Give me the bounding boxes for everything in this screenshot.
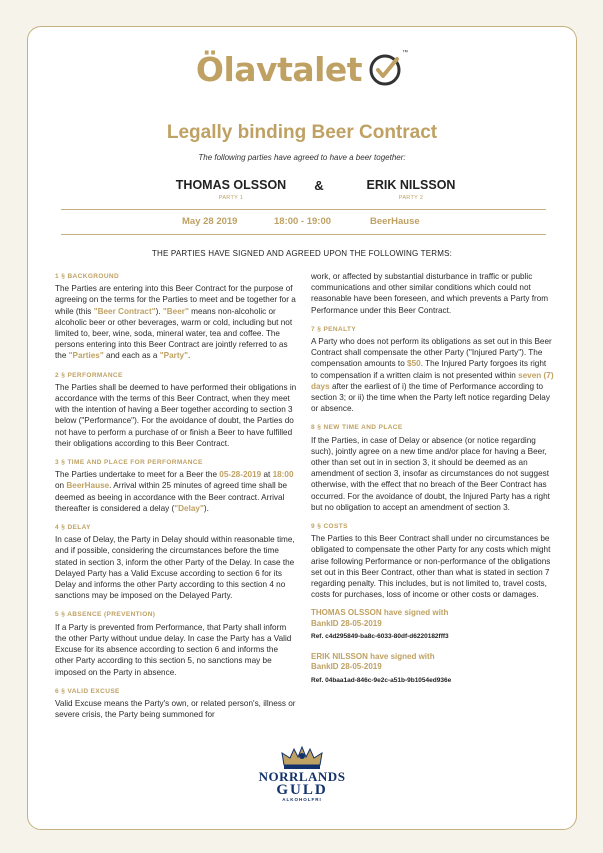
text-run: ). [155,306,163,316]
contract-time: 18:00 [272,470,294,480]
text-run: and each as a [103,351,160,361]
brand-name: NORRLANDS [258,769,346,784]
section-new-time-and-place [311,422,554,513]
section-text: In case of Delay, the Party in Delay should within reasonable time, and if possible, considering the circumstances before the time stated in section 3, inform the other Party of the Delay. In case the Delayed Party has a Valid Excuse according to section 6 for its Delay and informs the other Party according to this section 4 no sanctions may be imposed on the Delayed Party. [55,535,295,601]
signature-bankid: BankID 28-05-2019 [311,618,382,628]
party-2-role: PARTY 2 [398,195,424,201]
section-heading: 7 § PENALTY [311,325,357,333]
party-1-role: PARTY 1 [218,195,244,201]
term-beer-contract: "Beer Contract" [93,306,156,316]
claim-period: seven (7) days [311,370,554,391]
text-run: . The Injured Party forgoes its right to compensation if a written claim is not presented within [311,359,547,380]
ampersand: & [314,178,324,193]
signature-ref: Ref. 04baa1ad-846c-9e2c-a51b-9b1054ed936e [311,676,452,684]
trademark-symbol: ™ [402,50,409,56]
terms-column-left [55,271,298,728]
section-text: work, or affected by substantial disturbance in traffic or public communications and other similar conditions which could not reasonable have been foreseen, and which prevents a Party from Performance under this Beer Contract. [311,272,549,315]
brand-tagline: ALKOHOLFRI [282,797,322,802]
section-heading: 5 § ABSENCE (PREVENTION) [55,611,156,619]
term-party: "Party" [159,351,188,361]
contract-place: BeerHause [66,481,110,491]
meeting-time: 18:00 - 19:00 [274,216,332,227]
signature-line: ERIK NILSSON have signed with [311,651,435,661]
signature-ref: Ref. c4d295849-ba8c-6033-80df-d6220182fff3 [311,633,449,641]
logo-wordmark: Ölavtalet [195,50,363,89]
contract-card [27,26,577,830]
section-heading: 9 § COSTS [311,523,348,531]
text-run: at [261,470,273,480]
term-parties: "Parties" [68,351,104,361]
agreement-statement: THE PARTIES HAVE SIGNED AND AGREED UPON THE FOLLOWING TERMS: [151,249,453,258]
divider-top [61,209,546,210]
section-text [55,283,298,361]
section-valid-excuse-continued [311,271,554,316]
section-text: The Parties shall be deemed to have performed their obligations in accordance with the terms of this Beer Contract, when they meet with the intention of having a Beer together according to section 3 below ("Performance"). For the avoidance of doubt, the Parties do not have to perform a purchase of or finish a Beer to have fulfilled their obligations according to this Beer Contract. [55,382,297,448]
section-penalty [311,324,554,415]
section-valid-excuse [55,686,298,721]
party-1 [171,178,291,201]
section-absence [55,609,298,677]
page-title: Legally binding Beer Contract [166,122,438,143]
text-run: The Parties are entering into this Beer Contract for the purpose of agreeing on the terms for the Parties to meet and be together for a while (this [55,284,296,316]
text-run: ). [203,503,209,513]
signature-line: THOMAS OLSSON have signed with [311,608,449,618]
penalty-amount: $50 [407,359,421,369]
contract-date: 05-28-2019 [219,470,262,480]
section-heading: 4 § DELAY [55,524,91,532]
meeting-date: May 28 2019 [182,216,238,227]
terms-column-right [311,271,554,695]
section-time-and-place [55,457,298,514]
page-subtitle: The following parties have agreed to have a beer together: [198,153,406,162]
section-heading: 8 § NEW TIME AND PLACE [311,424,403,432]
meeting-place: BeerHause [370,216,420,227]
section-heading: 3 § TIME AND PLACE FOR PERFORMANCE [55,459,203,467]
party-2-name: ERIK NILSSON [366,178,456,192]
text-run: after the earliest of i) the time of Performance according to section 3; or ii) the time when the Party left notice regarding Delay or absence. [311,381,550,414]
section-delay [55,522,298,601]
signature-bankid: BankID 28-05-2019 [311,662,382,672]
party-2 [351,178,471,201]
section-costs [311,521,554,600]
divider-bottom [61,234,546,235]
term-beer: "Beer" [162,306,189,316]
brand-sub: GULD [276,782,328,798]
term-delay: "Delay" [174,503,204,513]
signature-block [311,608,554,685]
section-heading: 2 § PERFORMANCE [55,371,123,379]
text-run: . [188,351,191,361]
section-text: If the Parties, in case of Delay or absence (or notice regarding such), jointly agree on a new time and/or place for having a Beer, other than set out in in section 3, it should be deemed as an amendment of section 3, insofar as circumstances do not suggest otherwise, with the effect that no breach of the Beer Contract has occurred. For the avoidance of doubt, the Injured Party has a right but no obligation to accept an amendment of section 3. [311,435,550,512]
section-text: The Parties to this Beer Contract shall under no circumstances be obligated to compensate the other Party for any costs which might arise following Performance or non-performance of the obligations set out in this Beer Contract, other than what is stated in section 7 regarding penalty. This includes, but is not limited to, travel costs, costs for purchases, loss of income or other costs or damages. [311,534,551,600]
section-background [55,271,298,362]
text-run: A Party who does not perform its obligations as set out in this Beer Contract shall compensate the other Party ("Injured Party"). The compensation amounts to [311,337,552,369]
party-1-name: THOMAS OLSSON [175,178,287,192]
section-text [311,336,554,414]
norrlands-guld-logo [28,745,576,802]
checkmark-circle-icon [368,53,402,87]
section-text: If a Party is prevented from Performance, that Party shall inform the other Party without undue delay. In case the Party has a Valid Excuse for its absence according to section 6 and informs the other Party according to this section 5, no sanctions may be imposed on the Party in absence. [55,622,292,677]
text-run: on [55,481,67,491]
text-run: The Parties undertake to meet for a Beer the [55,470,220,480]
section-heading: 6 § VALID EXCUSE [55,687,120,695]
section-text: Valid Excuse means the Party's own, or related person's, illness or severe crisis, the Party being summoned for [55,698,296,720]
olavtalet-logo [28,50,576,89]
section-text [55,469,298,514]
section-performance [55,370,298,449]
section-heading: 1 § BACKGROUND [55,273,120,280]
crest-icon [278,745,326,771]
text-run: . Arrival within 25 minutes of agreed time shall be deemed as beeing in accordance with the Beer contract. Arrival thereafter is considered a delay ( [55,481,288,513]
text-run: means non-alcoholic or alcoholic beer or other beverages, warm or cold, including but not limited to, beer, wine, soda, mineral water, tea and coffee. The persons entering into this Beer Contract are jointly referred to as the [55,306,293,361]
